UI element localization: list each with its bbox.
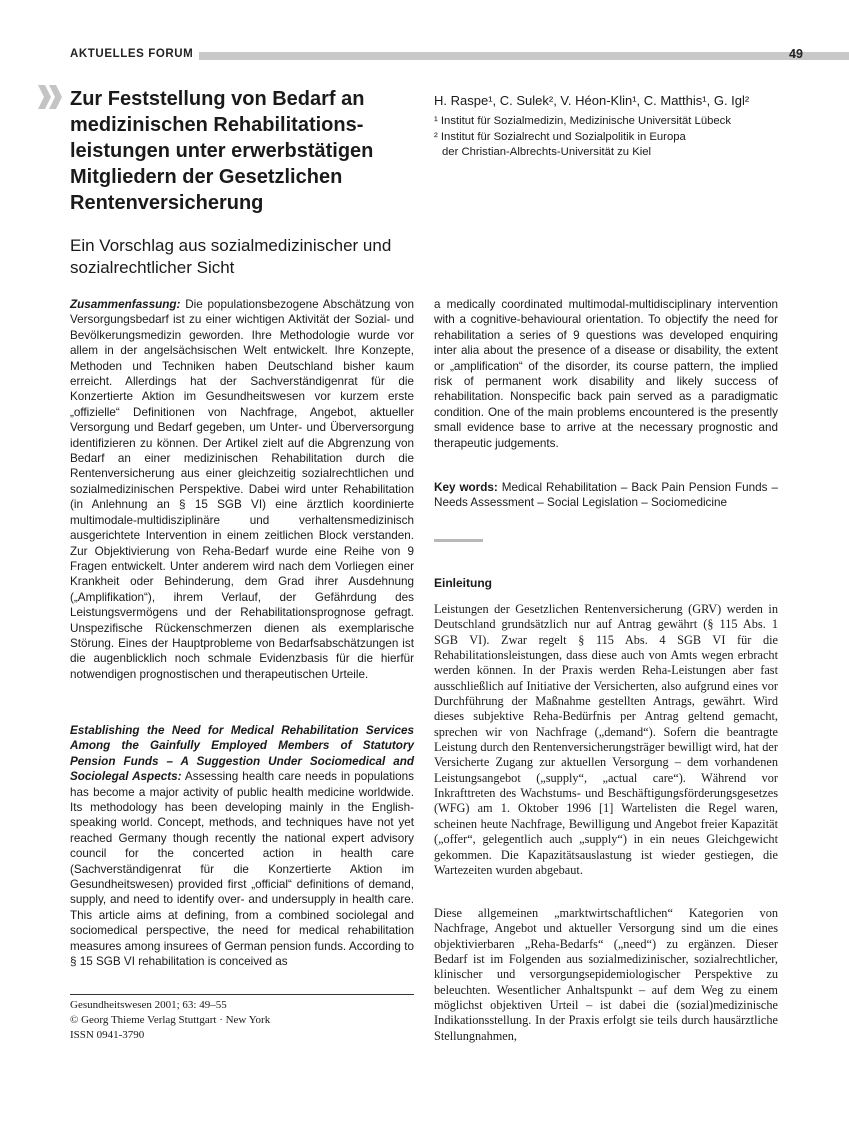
keywords-text: Medical Rehabilitation – Back Pain Pension Funds – Needs Assessment – Social Legislation – Sociomedicine	[434, 481, 779, 510]
body-paragraph-1	[434, 602, 778, 878]
section-divider	[434, 539, 483, 542]
abstract-english-text: Assessing health care needs in populations has become a major activity of public health medicine worldwide. Its methodology has been developing mainly in the English-speaking world. Concept, methods, and techniques have not yet reached Germany though recently the national expert advisory council for the concerted action in health care (Sachverständigenrat für die Konzertierte Aktion im Gesundheitswesen) provided first „official“ definitions of demand, supply, and need to identify over- and undersupply in health care. This article aims at defining, from a combined sociolegal and sociomedical perspective, the need for medical rehabilitation measures among insurees of German pension funds. According to § 15 SGB VI rehabilitation is conceived as	[70, 770, 414, 969]
footer-rule	[70, 994, 414, 995]
affiliation-1: ¹ Institut für Sozialmedizin, Medizinische Universität Lübeck	[434, 115, 731, 127]
abstract-english	[70, 723, 414, 970]
issn-line: ISSN 0941-3790	[70, 1029, 145, 1041]
section-heading-einleitung: Einleitung	[434, 576, 492, 590]
abstract-german-lead: Zusammenfassung:	[70, 298, 181, 311]
keywords	[434, 480, 778, 511]
abstract-english-continuation	[434, 297, 778, 451]
section-label: AKTUELLES FORUM	[70, 48, 194, 60]
citation-footer	[70, 998, 414, 1043]
abstract-german-text: Die populationsbezogene Abschätzung von Versorgungsbedarf ist zu einer wichtigen Aktivität der Sozial- und Bevölkerungsmedizin geworden. Ihre Methodologie wurde vor allem in der angelsächsischen Welt entwickelt. Ihre Konzepte, Methoden und Techniken haben Deutschland bisher kaum erreicht. Allerdings hat der Sachverständigenrat für die Konzertierte Aktion im Gesundheitswesen vor kurzem erste „offizielle“ Definitionen von Nachfrage, Angebot, aktueller Versorgung und Bedarf gegeben, um Unter- und Überversorgung identifizieren zu können. Der Artikel zielt auf die Abgrenzung von Bedarf an einer medizinischen Rehabilitation durch die Rentenversicherung aus einer gleichzeitig sozialrechtlichen und sozialmedizinischen Perspektive. Dabei wird unter Rehabilitation (in Anlehnung an § 15 SGB VI) eine ärztlich koordinierte multimodale-multidisziplinäre und verhaltensmedizinisch ausgerichtete Intervention in einem zeitlichen Block verstanden. Zur Objektivierung von Reha-Bedarf wurde eine Reihe von 9 Fragen entwickelt. Unter anderem wird nach dem Vorliegen einer Krankheit oder Behinderung, dem Grad ihrer Ausdehnung („Amplifikation“), ihrem Verlauf, der Gefährdung des Leistungsvermögens und der Rehabilitationsprognose gefragt. Unspezifische Rückenschmerzen dienen als exemplarische Störung. Eines der Hauptprobleme von Bedarfsabschätzungen ist die augenblicklich noch schmale Evidenzbasis für die hierfür notwendigen prognostischen und therapeutischen Urteile.	[70, 298, 414, 681]
affiliations	[434, 114, 794, 161]
affiliation-2: ² Institut für Sozialrecht und Sozialpolitik in Europa	[434, 130, 686, 143]
running-header	[70, 47, 780, 65]
abstract-english-lead: Establishing the Need for Medical Rehabilitation Services Among the Gainfully Employed Members of Statutory Pension Funds – A Suggestion Under Sociomedical and Sociolegal Aspects:	[70, 724, 414, 784]
body-paragraph-2-text: Diese allgemeinen „marktwirtschaftlichen“ Kategorien von Nachfrage, Angebot und aktueller Versorgung sind um die eines objektivierbaren „Reha-Bedarfs“ („need“) zu ergänzen. Dieser Bedarf ist im Folgenden aus sozialmedizinischer, sozialrechtlicher, klinischer und versorgungsepidemiologischer Perspektive zu beleuchten. Wesentlicher Anhaltspunkt – auf dem Weg zu einem möglichst objektiven Urteil – ist dabei die (sozial)medizinische Indikationsstellung. In der Praxis erfolgt sie teils durch hausärztliche Stellungnahmen,	[434, 906, 778, 1043]
body-paragraph-1-text: Leistungen der Gesetzlichen Rentenversicherung (GRV) werden in Deutschland grundsätzlich nur auf Antrag gewährt (§ 115 Abs. 1 SGB VI). Zwar regelt § 115 Abs. 4 SGB VI für die Rehabilitationsleistungen, dass diese auch von Amts wegen erbracht werden können. In der Praxis werden Reha-Leistungen aber fast ausschließlich auf Initiative der Versicherten, also aufgrund eines vor Durchführung der Maßnahme gestellten Antrags, gewährt. Wird dieses subjektive Reha-Bedürfnis per Antrag geltend gemacht, sprechen wir von Nachfrage („demand“). Sofern die beantragte Leistung durch den Rentenversicherungsträger bewilligt wird, hat der Versicherte Zugang zur aktuellen Versorgung – dem vorhandenen Leistungsangebot („supply“, „actual care“). Während vor Inkrafttreten des Wachstums- und Beschäftigungsförderungsgesetzes (WFG) am 1. Oktober 1996 [1] Wartelisten die Regel waren, scheinen heute Nachfrage, Bewilligung und Angebot freier Kapazität („offer“, gelegentlich auch „supply“) in ein neues Gleichgewicht gekommen. Die Kapazitätsauslastung ist wieder gestiegen, die Wartezeiten wurden abgebaut.	[434, 602, 778, 877]
affiliation-2-cont: der Christian-Albrechts-Universität zu Kiel	[442, 146, 652, 158]
article-title: Zur Feststellung von Bedarf an medizinischen Rehabilitationsleistungen unter erwerbstätigen Mitgliedern der Gesetzlichen Rentenversicherung	[70, 88, 374, 214]
journal-citation: Gesundheitswesen 2001; 63: 49–55	[70, 999, 227, 1011]
keywords-lead: Key words:	[434, 481, 498, 494]
copyright-line: © Georg Thieme Verlag Stuttgart · New York	[70, 1014, 271, 1026]
header-rule	[199, 52, 849, 60]
abstract-german	[70, 297, 414, 682]
double-quote-chevron-icon	[36, 83, 66, 111]
body-paragraph-2	[434, 906, 778, 1044]
abstract-english-continuation-text: a medically coordinated multimodal-multidisciplinary intervention with a cognitive-behavioural orientation. To objectify the need for rehabilitation a series of 9 questions was developed enquiring inter alia about the presence of a disease or disability, the extent or „amplification“ of the disorder, its course pattern, the implied risk of permanent work disability and likely success of rehabilitation. Nonspecific back pain served as a paradigmatic condition. One of the main problems encountered is the presently small evidence base to arrive at the necessary prognostic and therapeutic judgements.	[434, 298, 778, 450]
article-subtitle: Ein Vorschlag aus sozialmedizinischer und sozialrechtlicher Sicht	[70, 236, 392, 277]
page-number: 49	[789, 47, 803, 61]
author-list: H. Raspe¹, C. Sulek², V. Héon-Klin¹, C. Matthis¹, G. Igl²	[434, 93, 750, 108]
